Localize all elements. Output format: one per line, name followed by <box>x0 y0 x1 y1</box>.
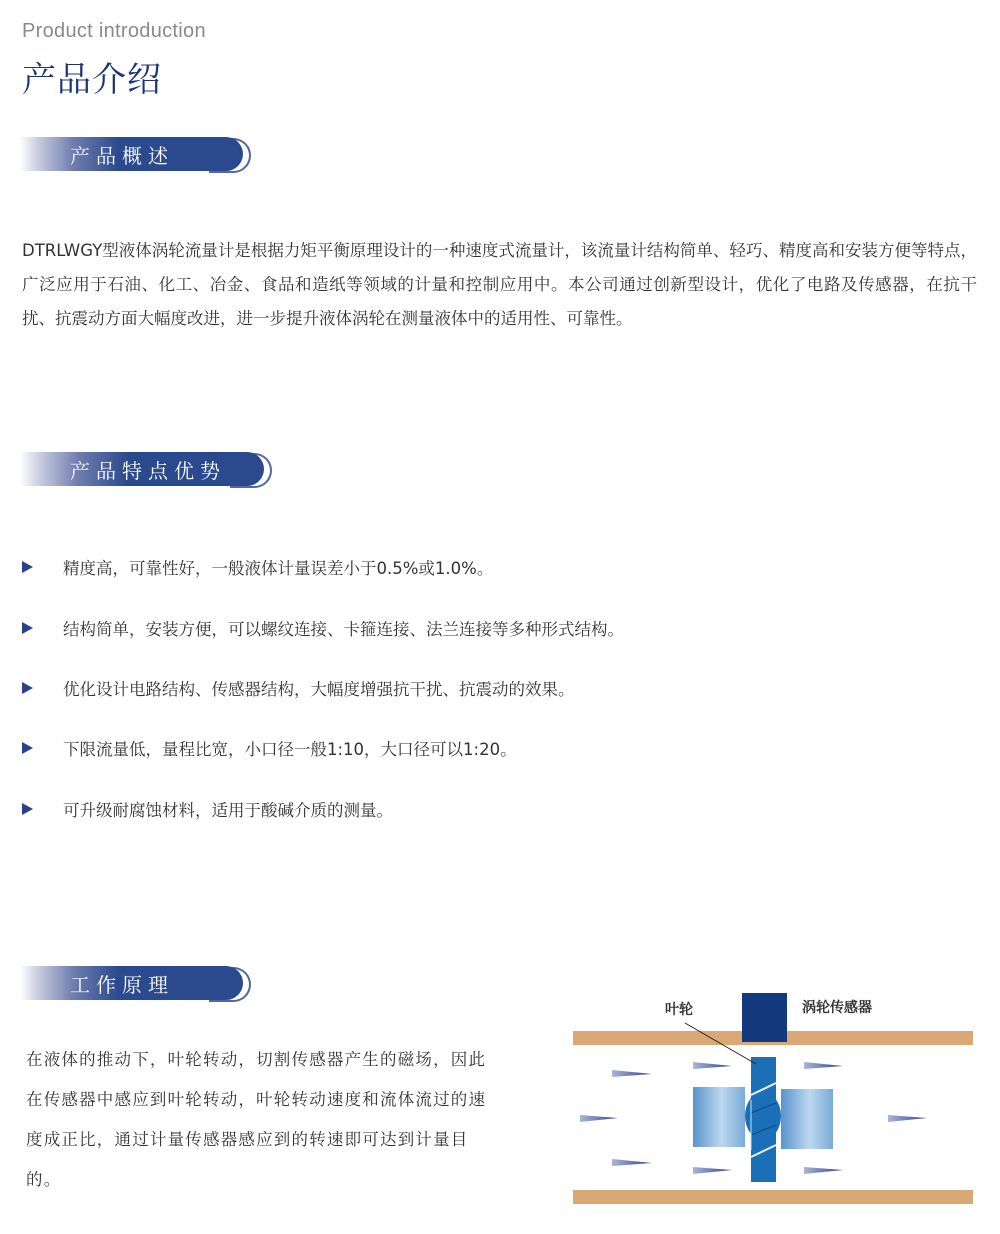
triangle-right-icon <box>22 682 33 694</box>
eyebrow-text: Product introduction <box>22 20 206 42</box>
page-title: 产品介绍 <box>22 60 162 100</box>
principle-paragraph: 在液体的推动下，叶轮转动，切割传感器产生的磁场，因此在传感器中感应到叶轮转动，叶轮转动速度和流体流过的速度成正比，通过计量传感器感应到的转速即可达到计量目的。 <box>26 1050 487 1189</box>
section-heading: 产品特点优势 <box>70 459 226 483</box>
overview-paragraph: DTRLWGY型液体涡轮流量计是根据力矩平衡原理设计的一种速度式流量计，该流量计结构简单、轻巧、精度高和安装方便等特点，广泛应用于石油、化工、冶金、食品和造纸等领域的计量和控制应用中。本公司通过创新型设计，优化了电路及传感器，在抗干扰、抗震动方面大幅度改进，进一步提升液体涡轮在测量液体中的适用性、可靠性。 <box>22 241 977 328</box>
feature-text: 可升级耐腐蚀材料，适用于酸碱介质的测量。 <box>63 801 393 820</box>
triangle-right-icon <box>22 803 33 815</box>
diagram-illustration <box>570 985 980 1215</box>
feature-item <box>22 676 575 700</box>
section-banner-features <box>20 452 272 486</box>
sensor-label: 涡轮传感器 <box>802 1000 872 1016</box>
section-heading: 产品概述 <box>70 144 174 168</box>
section-banner-principle <box>20 966 251 1000</box>
turbine-flowmeter-diagram <box>570 985 980 1215</box>
feature-item <box>22 616 624 640</box>
feature-item <box>22 736 517 760</box>
section-heading: 工作原理 <box>70 973 174 997</box>
feature-text: 优化设计电路结构、传感器结构，大幅度增强抗干扰、抗震动的效果。 <box>63 680 575 699</box>
feature-item <box>22 797 393 821</box>
triangle-right-icon <box>22 561 33 573</box>
feature-text: 结构简单，安装方便，可以螺纹连接、卡箍连接、法兰连接等多种形式结构。 <box>63 620 624 639</box>
section-banner-overview <box>20 137 251 171</box>
triangle-right-icon <box>22 622 33 634</box>
triangle-right-icon <box>22 742 33 754</box>
impeller-label: 叶轮 <box>665 1002 693 1018</box>
feature-item <box>22 555 493 579</box>
feature-text: 下限流量低，量程比宽，小口径一般1:10，大口径可以1:20。 <box>63 740 517 759</box>
feature-text: 精度高，可靠性好，一般液体计量误差小于0.5%或1.0%。 <box>63 559 494 578</box>
